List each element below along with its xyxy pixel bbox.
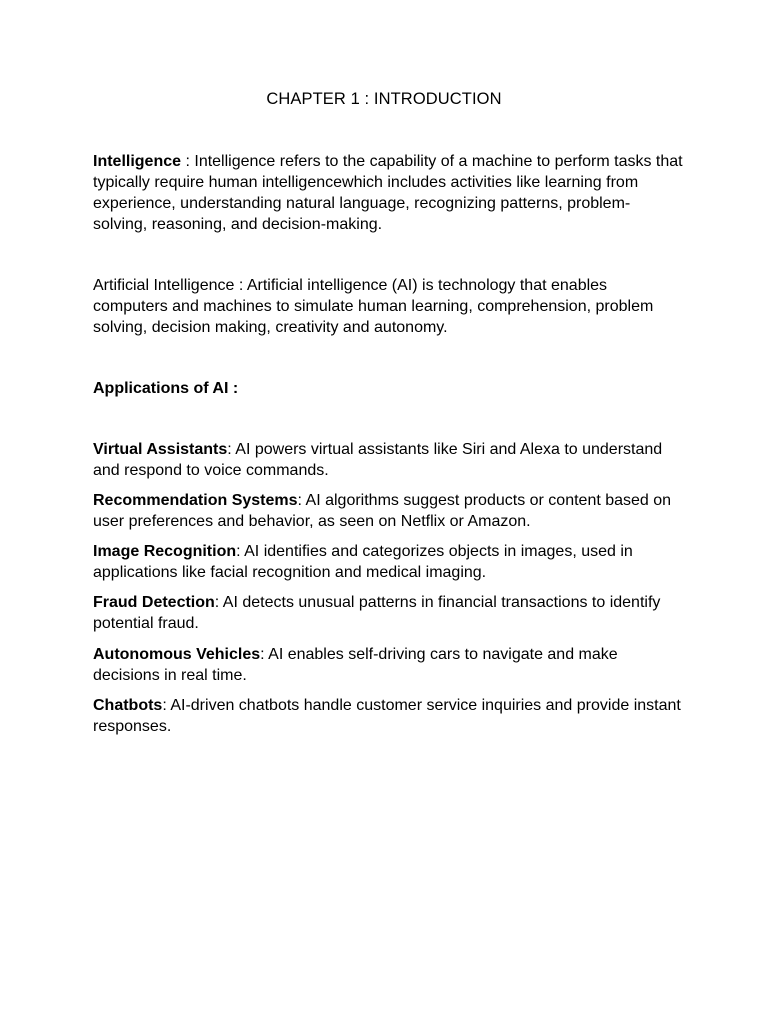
application-item-chatbots bbox=[93, 695, 683, 737]
intelligence-paragraph bbox=[93, 151, 683, 235]
application-item-autonomous-vehicles bbox=[93, 644, 683, 686]
application-description: : AI algorithms suggest products or content based on user preferences and behavior, as seen on Netflix or Amazon. bbox=[93, 492, 672, 530]
application-item-fraud-detection bbox=[93, 592, 683, 634]
application-description: : AI powers virtual assistants like Siri and Alexa to understand and respond to voice commands. bbox=[93, 441, 663, 479]
intelligence-definition: : Intelligence refers to the capability of a machine to perform tasks that typically require human intelligencewhich includes activities like learning from experience, understanding natural language, recognizing patterns, problem-solving, reasoning, and decision-making. bbox=[93, 153, 683, 233]
application-term: Virtual Assistants bbox=[93, 441, 228, 458]
application-description: : AI detects unusual patterns in financial transactions to identify potential fraud. bbox=[93, 594, 661, 632]
chapter-title: CHAPTER 1 : INTRODUCTION bbox=[266, 90, 502, 108]
application-term: Fraud Detection bbox=[93, 594, 215, 611]
application-term: Chatbots bbox=[93, 697, 163, 714]
application-term: Image Recognition bbox=[93, 543, 237, 560]
application-item-recommendation-systems bbox=[93, 490, 683, 532]
artificial-intelligence-paragraph: Artificial Intelligence : Artificial intelligence (AI) is technology that enables computers and machines to simulate human learning, comprehension, problem solving, decision making, creativity and autonomy. bbox=[93, 277, 654, 336]
application-description: : AI identifies and categorizes objects in images, used in applications like facial recognition and medical imaging. bbox=[93, 543, 633, 581]
application-term: Autonomous Vehicles bbox=[93, 646, 261, 663]
applications-heading: Applications of AI : bbox=[93, 380, 239, 397]
intelligence-term: Intelligence bbox=[93, 153, 182, 170]
application-item-image-recognition bbox=[93, 541, 683, 583]
application-description: : AI enables self-driving cars to navigate and make decisions in real time. bbox=[93, 646, 618, 684]
application-description: : AI-driven chatbots handle customer service inquiries and provide instant responses. bbox=[93, 697, 681, 735]
application-item-virtual-assistants bbox=[93, 439, 683, 481]
application-term: Recommendation Systems bbox=[93, 492, 298, 509]
